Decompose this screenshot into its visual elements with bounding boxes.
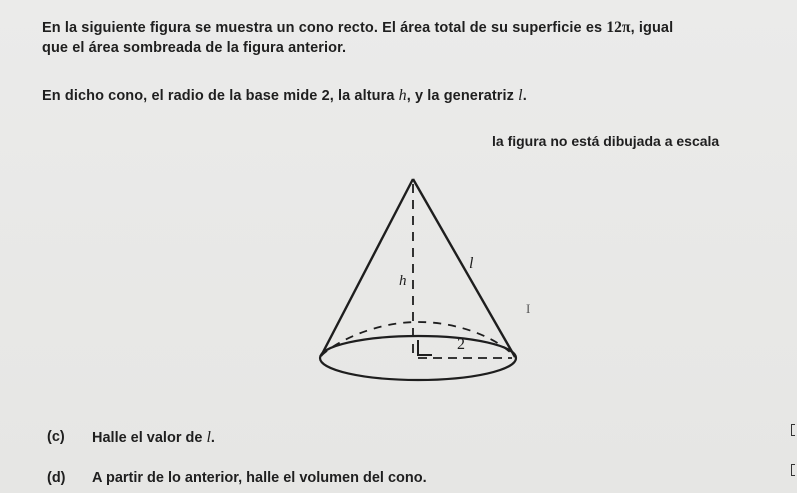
scale-note: la figura no está dibujada a escala	[492, 133, 720, 149]
question-d-text: A partir de lo anterior, halle el volumen del cono.	[92, 470, 427, 486]
intro-line-3-text: En dicho cono, el radio de la base mide 2, la altura	[42, 88, 395, 104]
intro-line-2: que el área sombreada de la figura anterior.	[42, 40, 347, 56]
question-c-variable: l	[206, 429, 211, 446]
intro-line-1-text: En la siguiente figura se muestra un cono recto. El área total de su superficie es	[42, 20, 603, 36]
text-cursor-icon: I	[526, 301, 531, 316]
question-c-prompt: Halle el valor de	[92, 430, 203, 446]
answer-box-edge-c	[791, 424, 795, 436]
height-variable: h	[398, 87, 407, 104]
intro-line-3-end: .	[522, 88, 527, 104]
slant-variable: l	[518, 87, 523, 104]
total-area-value: 12π	[606, 19, 631, 36]
label-l: l	[469, 255, 474, 272]
intro-line-3-mid: , y la generatriz	[406, 88, 515, 104]
label-radius: 2	[457, 336, 465, 353]
question-c-label: (c)	[47, 429, 65, 445]
question-d-label: (d)	[47, 470, 66, 486]
question-c-end: .	[210, 430, 215, 446]
slant-height-line	[413, 179, 515, 357]
intro-line-1-tail: , igual	[630, 20, 674, 36]
cone-left-side	[321, 179, 413, 356]
right-angle-mark	[418, 340, 432, 355]
answer-box-edge-d	[791, 464, 795, 476]
question-c-text	[92, 429, 215, 447]
label-h: h	[399, 273, 407, 289]
